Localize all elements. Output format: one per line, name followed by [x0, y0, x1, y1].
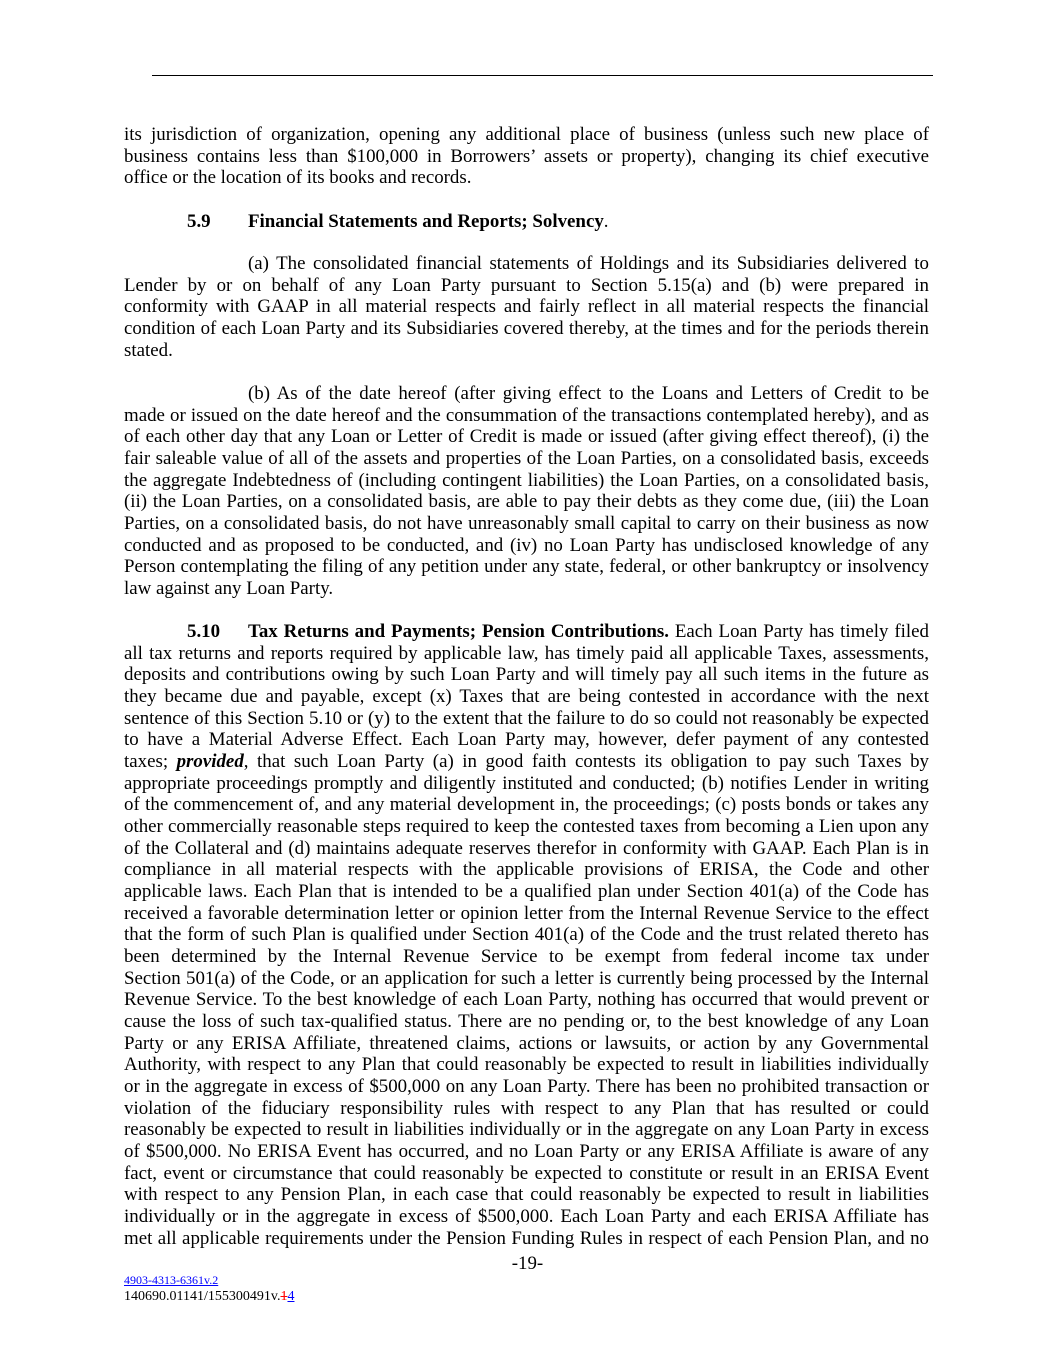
document-id-inserted: 4903-4313-6361v.2: [124, 1273, 219, 1287]
text-line: Party or any ERISA Affiliate, threatened claims, actions or lawsuits, or action by any Governmental: [124, 1032, 929, 1054]
text-line: [124, 751, 929, 773]
emphasized-term: provided: [176, 751, 244, 773]
text-line: fact, event or circumstance that could reasonably be expected to constitute or result in an ERISA Event: [124, 1162, 929, 1184]
text-line: individually or in the aggregate in excess of $500,000. Each Loan Party and each ERISA Affiliate has: [124, 1206, 929, 1228]
section-heading-line: [124, 621, 929, 643]
text-line: or in the aggregate in excess of $500,000 on any Loan Party. There has been no prohibited transaction or: [124, 1076, 929, 1098]
text-line: that the form of such Plan is qualified under Section 401(a) of the Code and the trust related thereto has: [124, 924, 929, 946]
text-line: (a) The consolidated financial statements of Holdings and its Subsidiaries delivered to: [248, 253, 929, 274]
text-line: Lender by or on behalf of any Loan Party pursuant to Section 5.15(a) and (b) were prepared in: [124, 274, 929, 296]
text-line: received a favorable determination letter or opinion letter from the Internal Revenue Service to the effect: [124, 902, 929, 924]
text-line: of the Collateral and (d) maintains adequate reserves therefor in conformity with GAAP. Each Plan is in: [124, 837, 929, 859]
text-line: (ii) the Loan Parties, on a consolidated basis, are able to pay their debts as they come due, (iii) the Loan: [124, 491, 929, 513]
text-line: Authority, with respect to any Plan that could reasonably be expected to result in liabilities individually: [124, 1054, 929, 1076]
section-title-punctuation: .: [603, 211, 609, 232]
document-id-inserted-version: 4: [287, 1289, 295, 1304]
text-line: conducted and as proposed to be conducted, and (iv) no Loan Party has undisclosed knowledge of any: [124, 534, 929, 556]
text-line: violation of the fiduciary responsibility rules with respect to any Plan that has resulted or could: [124, 1097, 929, 1119]
text-run: Each Loan Party has timely filed: [674, 621, 929, 642]
text-line: appropriate proceedings promptly and diligently instituted and conducted; (b) notifies Lender in writing: [124, 772, 929, 794]
section-title: Financial Statements and Reports; Solvency: [248, 211, 604, 232]
text-line: met all applicable requirements under the Pension Funding Rules in respect of each Pension Plan, and no: [124, 1227, 929, 1249]
text-line: stated.: [124, 339, 173, 361]
text-line: its jurisdiction of organization, opening any additional place of business (unless such new place of: [124, 124, 929, 145]
text-line: Parties, on a consolidated basis, do not have unreasonably small capital to carry on their business as now: [124, 513, 929, 535]
text-line: they became due and payable, except (x) Taxes that are being contested in accordance with the next: [124, 686, 929, 708]
text-run: taxes;: [124, 751, 177, 773]
section-heading-line: [124, 211, 929, 233]
text-line: condition of each Loan Party and its Subsidiaries covered thereby, at the times and for the periods therein: [124, 318, 929, 340]
section-title: Tax Returns and Payments; Pension Contributions.: [248, 621, 669, 642]
text-line: all tax returns and reports required by applicable law, has timely paid all applicable Taxes, assessments,: [124, 642, 929, 664]
document-id-base: 140690.01141/155300491v.: [124, 1289, 281, 1304]
text-line: reasonably be expected to result in liabilities individually or in the aggregate on any Loan Party in excess: [124, 1119, 929, 1141]
text-line: fair saleable value of all of the assets and properties of the Loan Parties, on a consolidated basis, exceeds: [124, 448, 929, 470]
header-rule: [152, 75, 933, 76]
section-5-10: [124, 621, 929, 1249]
text-line: sentence of this Section 5.10 or (y) to the extent that the failure to do so could not reasonably be expected: [124, 707, 929, 729]
text-run: , that such Loan Party (a) in good faith contests its obligation to pay such Taxes by: [243, 751, 929, 773]
text-line: Section 501(a) of the Code, or an application for such a letter is currently being processed by the Internal: [124, 967, 929, 989]
text-line: (b) As of the date hereof (after giving effect to the Loans and Letters of Credit to be: [248, 383, 929, 404]
text-line: conformity with GAAP in all material respects and fairly reflect in all material respects the financial: [124, 296, 929, 318]
section-5-9-heading: [124, 211, 929, 233]
text-line: cause the loss of such tax-qualified status. There are no pending or, to the best knowledge of any Loan: [124, 1011, 929, 1033]
paragraph-5-9-a: [124, 253, 929, 361]
page-number: -19-: [511, 1253, 544, 1274]
text-line: applicable laws. Each Plan that is intended to be a qualified plan under Section 401(a) of the Code has: [124, 881, 929, 903]
text-line: the aggregate Indebtedness of (including contingent liabilities) the Loan Parties, on a consolidated basis,: [124, 469, 929, 491]
document-id: [124, 1290, 294, 1304]
text-line: with respect to any Pension Plan, in each case that could reasonably be expected to result in liabilities: [124, 1184, 929, 1206]
text-line: law against any Loan Party.: [124, 578, 334, 600]
text-line: of the commencement of, and any material development in, the proceedings; (c) posts bonds or takes any: [124, 794, 929, 816]
text-line: made or issued on the date hereof and the consummation of the transactions contemplated hereby), and as: [124, 404, 929, 426]
section-number: 5.9: [187, 211, 211, 232]
paragraph-jurisdiction-continued: [124, 124, 929, 189]
text-line: business contains less than $100,000 in Borrowers’ assets or property), changing its chief executive: [124, 145, 929, 167]
section-number: 5.10: [187, 621, 221, 642]
text-line: Revenue Service. To the best knowledge of each Loan Party, nothing has occurred that would prevent or: [124, 989, 929, 1011]
paragraph-5-9-b: [124, 383, 929, 600]
text-line: compliance in all material respects with the applicable provisions of ERISA, the Code and other: [124, 859, 929, 881]
text-line: of $500,000. No ERISA Event has occurred, and no Loan Party or any ERISA Affiliate is aware of any: [124, 1141, 929, 1163]
text-line: other commercially reasonable steps required to keep the contested taxes from becoming a Lien upon any: [124, 816, 929, 838]
text-line: been determined by the Internal Revenue Service to be exempt from federal income tax under: [124, 946, 929, 968]
document-id-deleted-version: 1: [280, 1289, 288, 1304]
text-line: to have a Material Adverse Effect. Each Loan Party may, however, defer payment of any contested: [124, 729, 929, 751]
text-line: Person contemplating the filing of any petition under any state, federal, or other bankruptcy or insolvency: [124, 556, 929, 578]
text-line: office or the location of its books and records.: [124, 167, 472, 189]
text-line: deposits and contributions owing by such Loan Party and will timely pay all such items in the future as: [124, 664, 929, 686]
text-line: of each other day that any Loan or Letter of Credit is made or issued (after giving effect thereof), (i) the: [124, 426, 929, 448]
